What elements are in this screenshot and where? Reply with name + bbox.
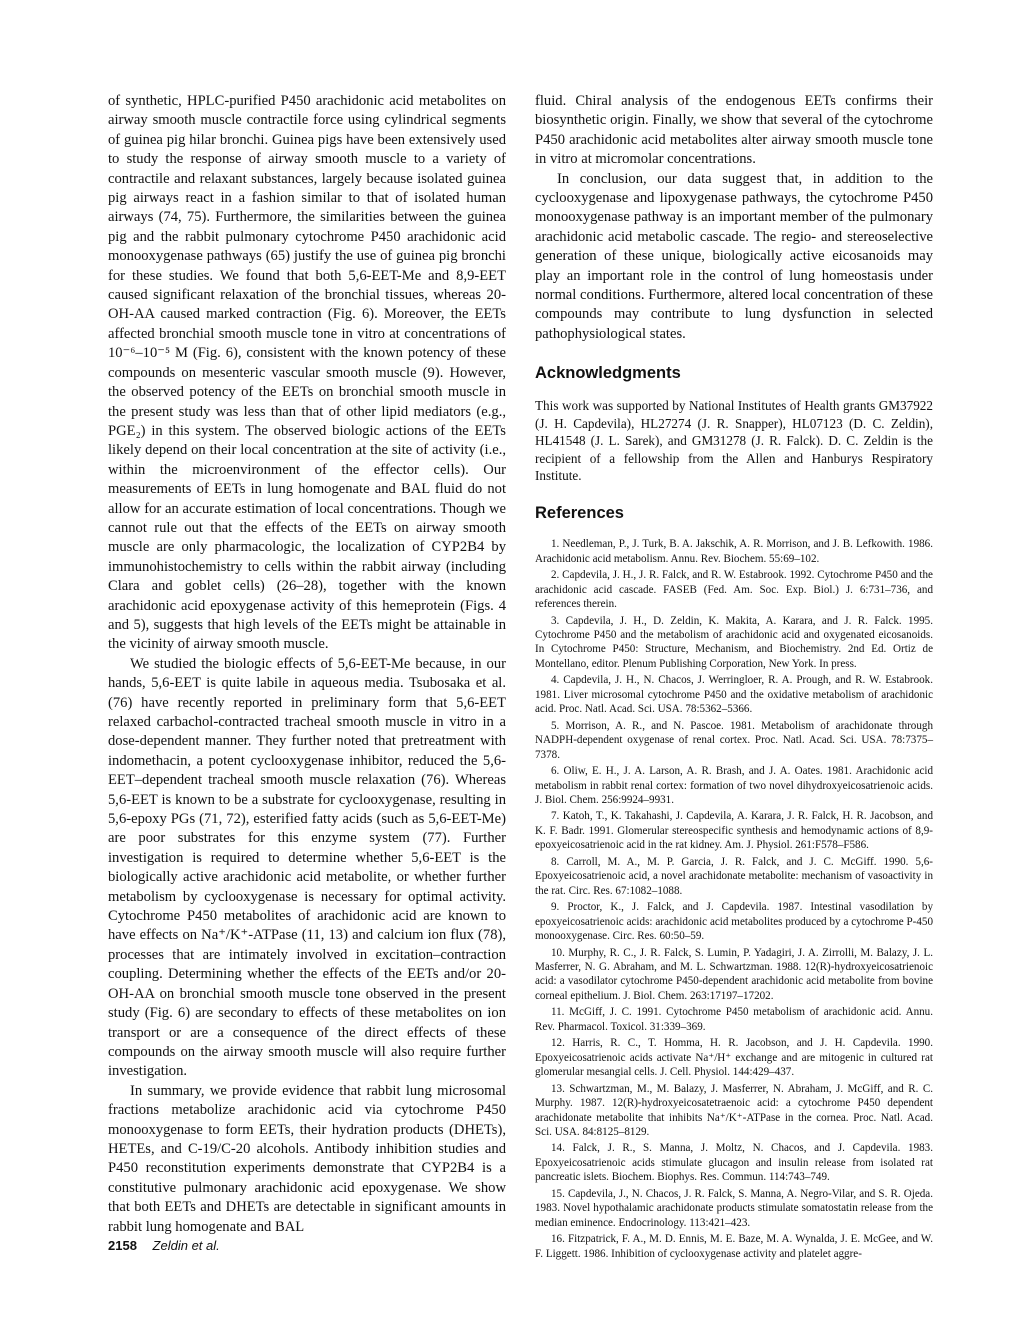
reference-item: 5. Morrison, A. R., and N. Pascoe. 1981. Metabolism of arachidonate through NADPH-dependent oxygenase of renal cortex. Proc. Natl. Acad. Sci. USA. 78:7375–7378. (535, 719, 933, 761)
reference-item: 6. Oliw, E. H., J. A. Larson, A. R. Brash, and J. A. Oates. 1981. Arachidonic acid metabolism in rabbit renal cortex: formation of two novel dihydroxyeicosatrienoic acids. J. Biol. Chem. 256:9924–9931. (535, 765, 933, 807)
references-heading: References (535, 504, 624, 523)
acknowledgments-text: This work was supported by National Institutes of Health grants GM37922 (J. H. Capdevila), HL27274 (J. R. Snapper), HL07123 (D. C. Zeldin), HL41548 (J. L. Sarek), and GM31278 (J. R. Falck). D. C. Zeldin is the recipient of a fellowship from the Allen and Hanburys Respiratory Institute. (535, 398, 933, 483)
reference-item: 9. Proctor, K., J. Falck, and J. Capdevila. 1987. Intestinal vasodilation by epoxyeicosatrienoic acids: arachidonic acid metabolites produced by a cytochrome P-450 monooxygenase. Circ. Res. 60:50–59. (535, 901, 933, 943)
page-footer (108, 1238, 220, 1253)
reference-item: 8. Carroll, M. A., M. P. Garcia, J. R. Falck, and J. C. McGiff. 1990. 5,6-Epoxyeicosatrienoic acid, a novel arachidonate metabolite: mechanism of vasoactivity in the rat. Circ. Res. 67:1082–1088. (535, 855, 933, 897)
reference-item: 7. Katoh, T., K. Takahashi, J. Capdevila, A. Karara, J. R. Falck, H. R. Jacobson, and K. F. Badr. 1991. Glomerular stereospecific synthesis and hemodynamic actions of 8,9-epoxyeicosatrienoic acid in the rat kidney. Am. J. Physiol. 261:F578–F586. (535, 810, 933, 852)
reference-item: 16. Fitzpatrick, F. A., M. D. Ennis, M. E. Baze, M. A. Wynalda, J. E. McGee, and W. F. Liggett. 1986. Inhibition of cyclooxygenase activity and platelet aggre- (535, 1233, 933, 1260)
reference-item: 14. Falck, J. R., S. Manna, J. Moltz, N. Chacos, and J. Capdevila. 1983. Epoxyeicosatrienoic acids stimulate glucagon and insulin release from isolated rat pancreatic islets. Biochem. Biophys. Res. Commun. 114:743–749. (535, 1142, 933, 1184)
reference-item: 15. Capdevila, J., N. Chacos, J. R. Falck, S. Manna, A. Negro-Vilar, and S. R. Ojeda. 1983. Novel hypothalamic arachidonate products stimulate somatostatin release from the median eminence. Endocrinology. 113:421–423. (535, 1187, 933, 1229)
reference-item: 4. Capdevila, J. H., N. Chacos, J. Werringloer, R. A. Prough, and R. W. Estabrook. 1981. Liver microsomal cytochrome P450 and the oxidative metabolism of arachidonic acid. Proc. Natl. Acad. Sci. USA. 78:5362–5366. (535, 674, 933, 716)
reference-item: 11. McGiff, J. C. 1991. Cytochrome P450 metabolism of arachidonic acid. Annu. Rev. Pharmacol. Toxicol. 31:339–369. (535, 1006, 933, 1033)
right-column (535, 92, 933, 1263)
reference-item: 13. Schwartzman, M., M. Balazy, J. Masferrer, N. Abraham, J. McGiff, and R. C. Murphy. 1987. 12(R)-hydroxyeicosatetraenoic acid: a cytochrome P450 dependent arachidonate metabolite that inhibits Na⁺/K⁺-ATPase in the cornea. Proc. Natl. Acad. Sci. USA. 84:8125–8129. (535, 1082, 933, 1138)
acknowledgments-heading: Acknowledgments (535, 364, 681, 383)
body-paragraph: We studied the biologic effects of 5,6-EET-Me because, in our hands, 5,6-EET is quite labile in aqueous media. Tsubosaka et al. (76) have recently reported in preliminary form that 5,6-EET relaxed carbachol-contracted tracheal smooth muscle in vitro in a dose-dependent manner. They further noted that pretreatment with indomethacin, a potent cyclooxygenase inhibitor, reduced the 5,6-EET–dependent tracheal smooth muscle relaxation (76). Whereas 5,6-EET is known to be a substrate for cyclooxygenase, resulting in 5,6-epoxy PGs (71, 72), esterified fatty acids (such as 5,6-EET-Me) are poor substrates for this enzyme system (77). Further investigation is required to determine whether 5,6-EET is the biologically active arachidonic acid metabolite, or whether further metabolism by cyclooxygenase is necessary for optimal activity. Cytochrome P450 metabolites of arachidonic acid are known to have effects on Na⁺/K⁺-ATPase (11, 13) and calcium ion flux (78), processes that are intimately involved in excitation–contraction coupling. Determining whether the effects of the EETs and/or 20-OH-AA on bronchial smooth muscle tone observed in the present study (Fig. 6) are secondary to effects of these metabolites on ion transport or are a consequence of the direct effects of these compounds on the airway smooth muscle will also require further investigation. (108, 655, 506, 1080)
page-number: 2158 (108, 1238, 137, 1253)
body-paragraph: fluid. Chiral analysis of the endogenous EETs confirms their biosynthetic origin. Finally, we show that several of the cytochrome P450 arachidonic acid metabolites alter airway smooth muscle tone in vitro at micromolar concentrations. (535, 93, 933, 168)
reference-item: 12. Harris, R. C., T. Homma, H. R. Jacobson, and J. H. Capdevila. 1990. Epoxyeicosatrienoic acids activate Na⁺/H⁺ exchange and are mitogenic in cultured rat glomerular mesangial cells. J. Cell. Physiol. 144:429–437. (535, 1037, 933, 1079)
left-column (108, 92, 506, 1237)
reference-item: 2. Capdevila, J. H., J. R. Falck, and R. W. Estabrook. 1992. Cytochrome P450 and the arachidonic acid cascade. FASEB (Fed. Am. Soc. Exp. Biol.) J. 6:731–736, and references therein. (535, 569, 933, 611)
running-author: Zeldin et al. (152, 1238, 220, 1253)
references-list (535, 537, 933, 1261)
reference-item: 10. Murphy, R. C., J. R. Falck, S. Lumin, P. Yadagiri, J. A. Zirrolli, M. Balazy, J. L. Masferrer, N. G. Abraham, and M. L. Schwartzman. 1988. 12(R)-hydroxyeicosatrienoic acid: a vasodilator cytochrome P450-dependent arachidonic acid metabolite from bovine corneal epithelium. J. Biol. Chem. 263:17197–17202. (535, 946, 933, 1002)
body-paragraph: In conclusion, our data suggest that, in addition to the cyclooxygenase and lipoxygenase pathways, the cytochrome P450 monooxygenase pathway is an important member of the pulmonary arachidonic acid metabolic cascade. The regio- and stereoselective generation of these unique, biologically active eicosanoids may play an important role in the control of lung homeostasis under normal conditions. Furthermore, altered local concentration of these compounds may contribute to lung dysfunction in selected pathophysiological states. (535, 170, 933, 342)
reference-item: 3. Capdevila, J. H., D. Zeldin, K. Makita, A. Karara, and J. R. Falck. 1995. Cytochrome P450 and the metabolism of arachidonic acid and oxygenated eicosanoids. In Cytochrome P450: Structure, Mechanism, and Biochemistry. 2nd Ed. Ortiz de Montellano, editor. Plenum Publishing Corporation, New York. In press. (535, 614, 933, 670)
reference-item: 1. Needleman, P., J. Turk, B. A. Jakschik, A. R. Morrison, and J. B. Lefkowith. 1986. Arachidonic acid metabolism. Annu. Rev. Biochem. 55:69–102. (535, 538, 933, 565)
body-paragraph: of synthetic, HPLC-purified P450 arachidonic acid metabolites on airway smooth muscle contractile force using cylindrical segments of guinea pig hilar bronchi. Guinea pigs have been extensively used to study the response of airway smooth muscle to a variety of contractile and relaxant substances, largely because isolated guinea pig airways react in a fashion similar to that of isolated human airways (74, 75). Furthermore, the similarities between the guinea pig and the rabbit pulmonary cytochrome P450 arachidonic acid monooxygenase pathways (65) justify the use of guinea pig bronchi for these studies. We found that both 5,6-EET-Me and 8,9-EET caused significant relaxation of the bronchial tissues, whereas 20-OH-AA caused marked contraction (Fig. 6). Moreover, the EETs affected bronchial smooth muscle tone in vitro at concentrations of 10⁻⁶–10⁻⁵ M (Fig. 6), consistent with the known potency of these compounds on mesenteric vascular smooth muscle (9). However, the observed potency of the EETs on bronchial smooth muscle in the present study was less than that of other lipid mediators (e.g., PGE₂) in this system. The observed biologic actions of the EETs likely depend on their local concentration at the site of activity (i.e., within the microenvironment of the effector cells). Our measurements of EETs in lung homogenate and BAL fluid do not allow for an accurate estimation of local concentrations. Though we cannot rule out that the effects of the EETs on airway smooth muscle are only pharmacologic, the localization of CYP2B4 by immunohistochemistry to cells within the rabbit airway (including Clara and goblet cells) (26–28), together with the known arachidonic acid epoxygenase activity of this hemeprotein (Figs. 4 and 5), suggests that high levels of the EETs might be attainable in the vicinity of airway smooth muscle. (108, 93, 506, 653)
body-paragraph: In summary, we provide evidence that rabbit lung microsomal fractions metabolize arachidonic acid via cytochrome P450 monooxygenase to form EETs, their hydration products (DHETs), HETEs, and C-19/C-20 alcohols. Antibody inhibition studies and P450 reconstitution experiments demonstrate that CYP2B4 is a constitutive pulmonary arachidonic acid epoxygenase. We show that both EETs and DHETs are detectable in significant amounts in rabbit lung homogenate and BAL (108, 1082, 506, 1235)
